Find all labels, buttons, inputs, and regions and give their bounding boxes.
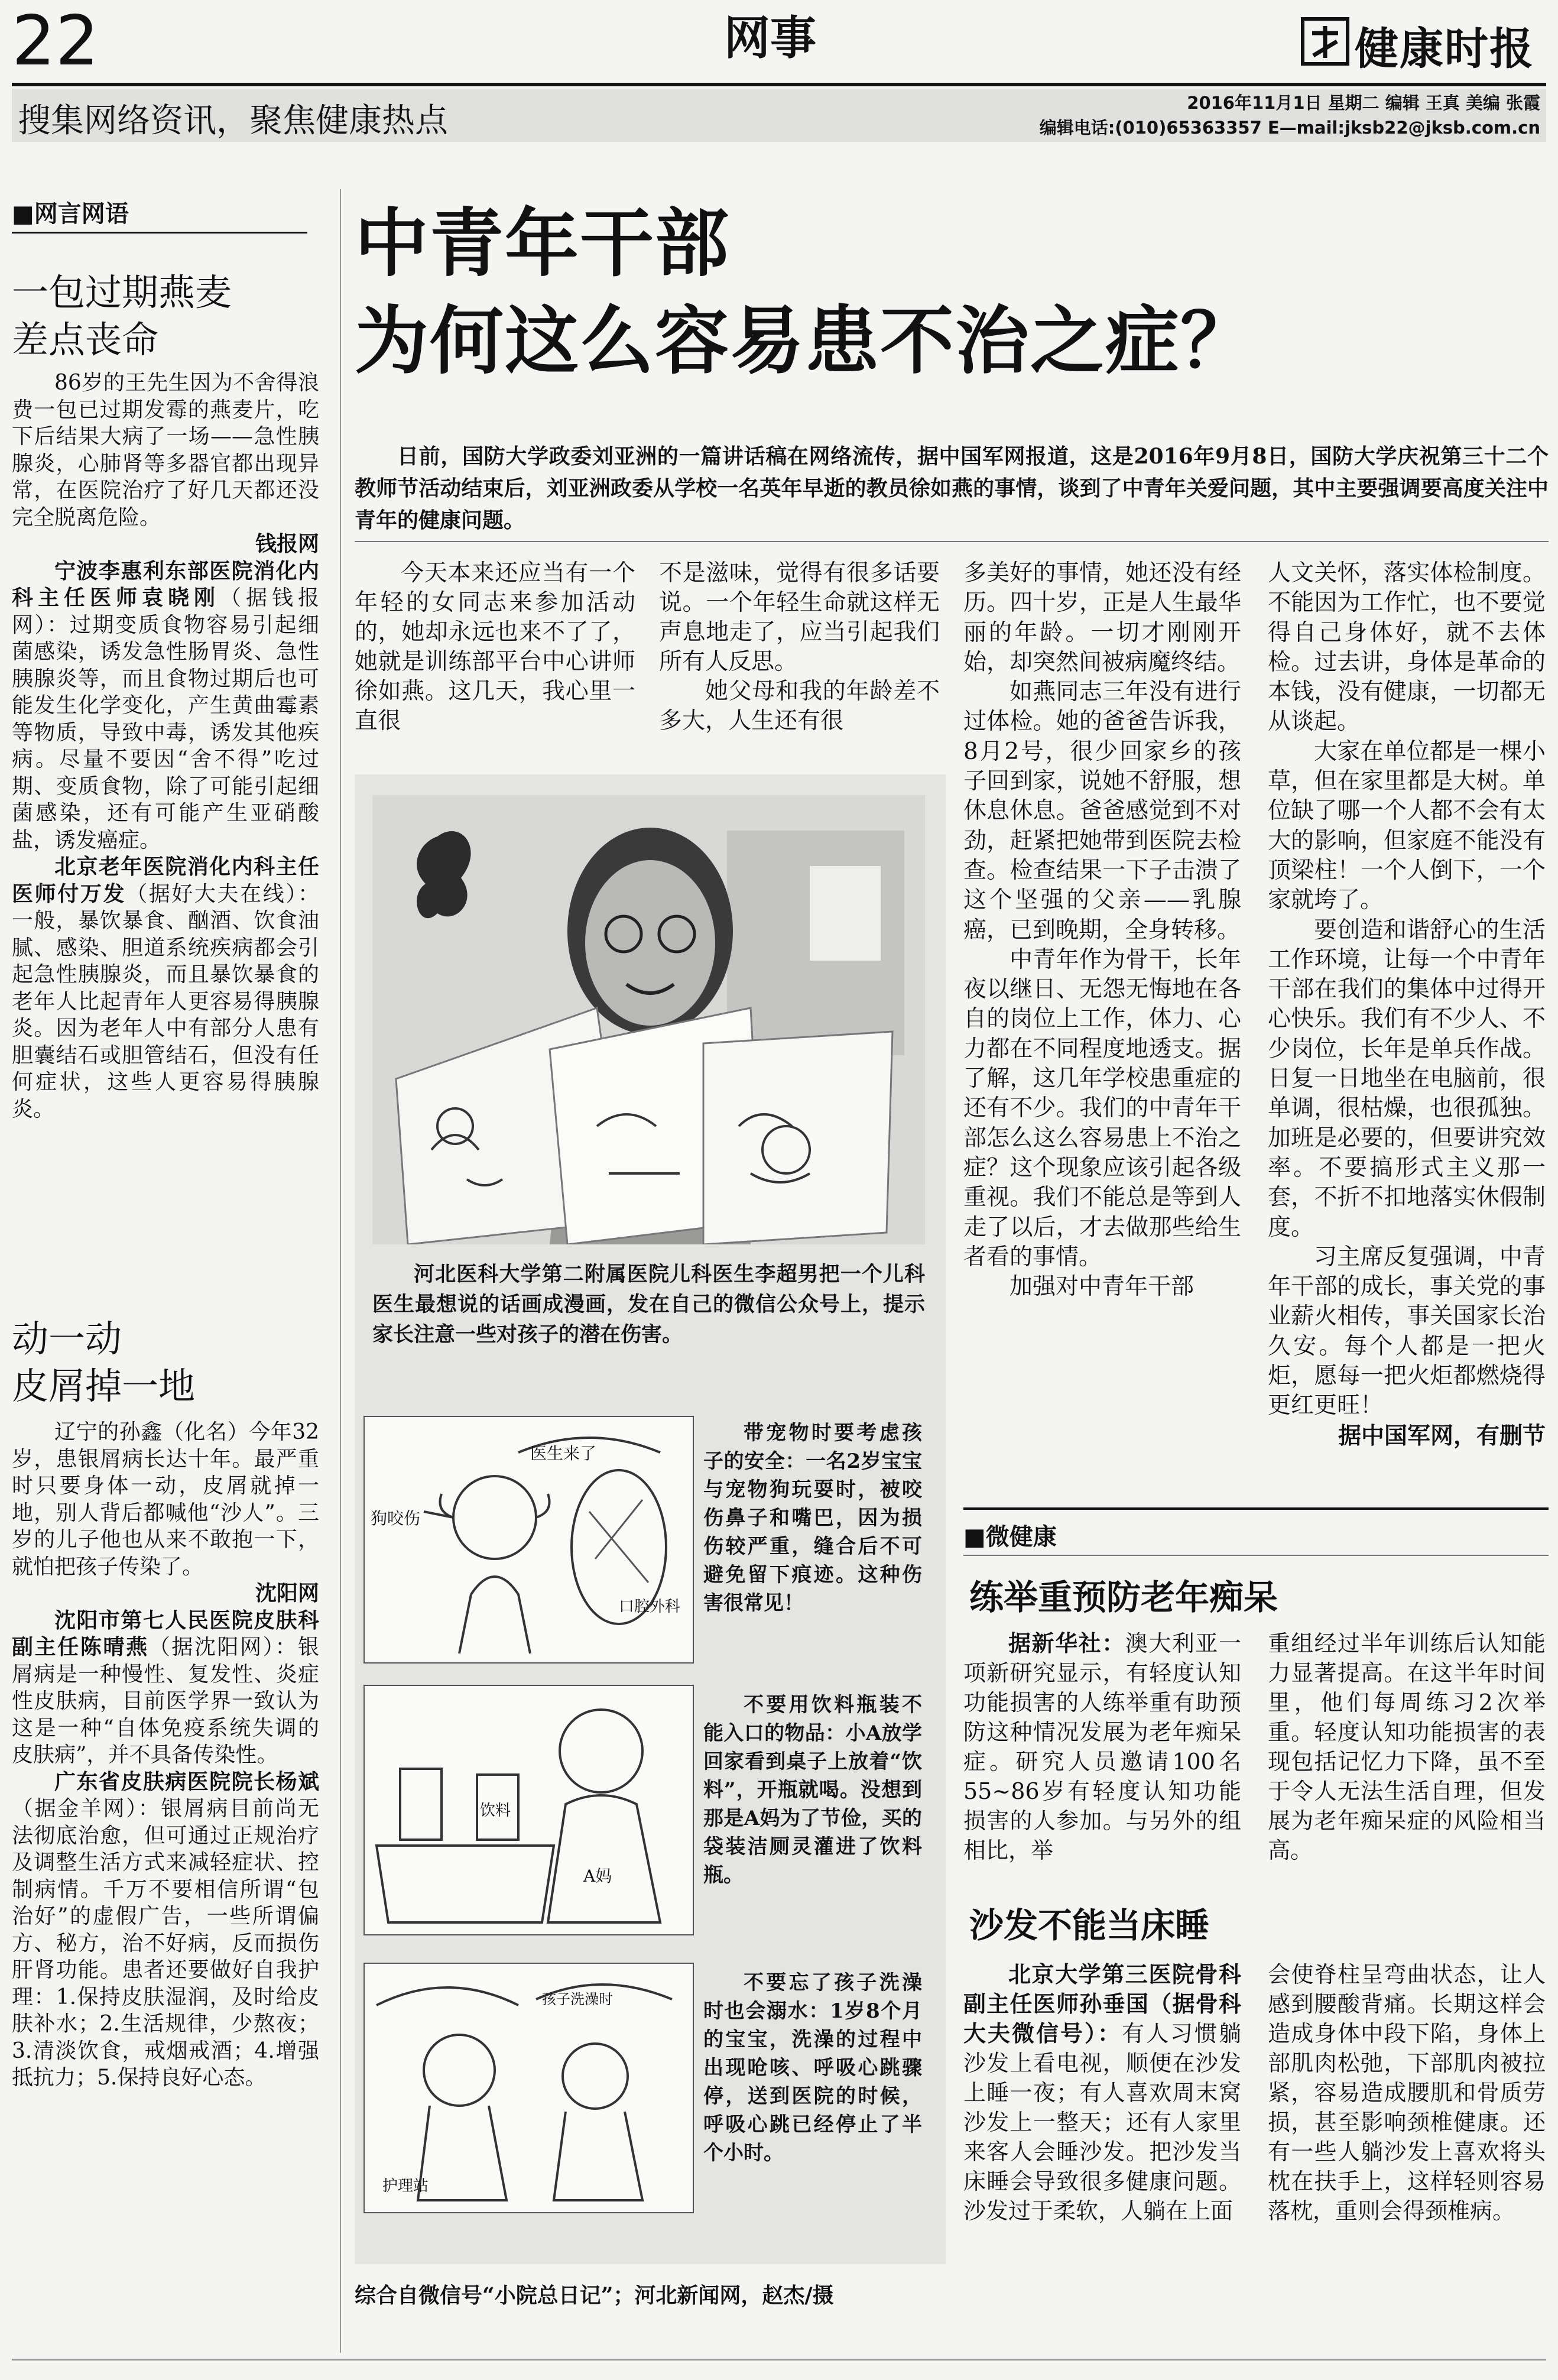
weightlifting-title: 练举重预防老年痴呆 xyxy=(969,1577,1278,1617)
left-section-rule xyxy=(12,232,307,234)
story2-expert2 xyxy=(12,1769,319,2092)
main-lead xyxy=(355,440,1549,536)
story1-title-line2: 差点丧命 xyxy=(12,318,159,361)
cartoon1-title: 带宠物时要考虑孩子的安全： xyxy=(703,1421,922,1473)
cartoon3-note-text xyxy=(703,1969,922,2167)
main-col4-p4: 习主席反复强调，中青年干部的成长，事关党的事业薪火相传，事关国家长治久安。每个人都是一把火炬，愿每一把火炬都燃烧得更红更旺！ xyxy=(1268,1243,1546,1419)
brand-emblem-icon xyxy=(1300,17,1350,66)
slogan-bar xyxy=(12,89,1546,142)
sofa-col1-body: 有人习惯躺沙发上看电视，顺便在沙发上睡一夜；有人喜欢周末窝沙发上一整天；还有人家里来客人会睡沙发。把沙发当床睡会导致很多健康问题。沙发过于柔软，人躺在上面 xyxy=(963,2021,1241,2224)
sofa-source: （据骨科大夫微信号）： xyxy=(963,1990,1241,2047)
doctor-face xyxy=(585,860,715,1026)
cartoon3-label-b: 孩子洗澡时 xyxy=(542,1991,613,2008)
bottom-rule xyxy=(12,2359,1546,2360)
main-col4-source: 据中国军网，有删节 xyxy=(1338,1422,1546,1450)
photo-caption-text: 河北医科大学第二附属医院儿科医生李超男把一个儿科医生最想说的话画成漫画，发在自己的微信公众号上，提示家长注意一些对孩子的潜在伤害。 xyxy=(372,1262,925,1347)
brand-logo xyxy=(1300,12,1549,74)
main-col3 xyxy=(963,559,1241,1302)
contact-line: 编辑电话:(010)65363357 E—mail:jksb22@jksb.com.cn xyxy=(1039,118,1540,138)
micro-health-label: ■微健康 xyxy=(963,1523,1057,1551)
main-col4 xyxy=(1268,559,1546,1451)
main-col1 xyxy=(355,559,635,736)
sofa-title: 沙发不能当床睡 xyxy=(969,1905,1210,1945)
cartoon2-note xyxy=(703,1691,922,1889)
story1-expert1 xyxy=(12,558,319,854)
micro-health-label-rule xyxy=(963,1555,1549,1556)
story1-body xyxy=(12,369,319,1123)
cartoon2-label-a: 饮料 xyxy=(480,1802,511,1820)
sofa-col2 xyxy=(1268,1960,1546,2226)
story2-expert1 xyxy=(12,1607,319,1769)
cartoon3-note xyxy=(703,1969,922,2167)
story2-source: 沈阳网 xyxy=(255,1581,319,1606)
main-headline xyxy=(355,195,1255,390)
weightlifting-source: 据新华社： xyxy=(1008,1630,1125,1656)
weightlifting-col2-text: 重组经过半年训练后认知能力显著提高。在这半年时间里，他们每周练习2次举重。轻度认知功能损害的表现包括记忆力下降，虽不至于令人无法生活自理，但发展为老年痴呆症的风险相当高。 xyxy=(1268,1630,1546,1863)
story2-title xyxy=(12,1315,195,1410)
story2-expert2-text: （据金羊网）：银屑病目前尚无法彻底治愈，但可通过正规治疗及调整生活方式来减轻症状、控制病情。千万不要相信所谓“包治好”的虚假广告，一些所谓偏方、秘方，治不好病，反而损伤肝肾功能。患者还要做好自我护理：1.保持皮肤湿润，及时给皮肤补水；2.生活规律，少熬夜；3.清淡饮食，戒烟戒酒；4.增强抵抗力；5.保持良好心态。 xyxy=(12,1797,319,2090)
story1-title-line1: 一包过期燕麦 xyxy=(12,271,232,314)
cartoon-beverage-bottle xyxy=(363,1685,694,1935)
lead-rule xyxy=(355,541,1549,542)
date-line: 2016年11月1日 星期二 编辑 王真 美编 张霞 xyxy=(1187,93,1540,113)
main-col3-p1: 多美好的事情，她还没有经历。四十岁，正是人生最华丽的年龄。一切才刚刚开始，却突然间被病魔终结。 xyxy=(963,560,1241,676)
story1-expert2 xyxy=(12,854,319,1123)
main-col2 xyxy=(659,559,940,736)
cartoon2-note-text xyxy=(703,1691,922,1889)
doctor-photo xyxy=(372,795,925,1244)
micro-health-rule xyxy=(963,1507,1549,1510)
cartoon3-title: 不要忘了孩子洗澡时也会溺水： xyxy=(703,1971,922,2023)
main-col2-text: 不是滋味，觉得有很多话要说。一个年轻生命就这样无声息地走了，应当引起我们所有人反思。 xyxy=(659,560,940,675)
cartoon1-note-text xyxy=(703,1419,922,1617)
brand-name: 健康时报 xyxy=(1355,24,1534,74)
photo-credit: 综合自微信号“小院总日记”；河北新闻网，赵杰/摄 xyxy=(355,2283,834,2308)
weightlifting-col1-text xyxy=(963,1629,1241,1865)
main-col3-p2: 如燕同志三年没有进行过体检。她的爸爸告诉我，8月2号，很少回家乡的孩子回到家，说她不舒服，想休息休息。爸爸感觉到不对劲，赶紧把她带到医院去检查。检查结果一下子击溃了这个坚强的父亲——乳腺癌，已到晚期，全身转移。 xyxy=(963,679,1241,943)
cartoon1-text: 一名2岁宝宝与宠物狗玩耍时，被咬伤鼻子和嘴巴，因为损伤较严重，缝合后不可避免留下痕迹。这种伤害很常见！ xyxy=(703,1450,922,1615)
story1-source: 钱报网 xyxy=(255,531,319,556)
main-headline-line1: 中青年干部 xyxy=(355,201,730,287)
cartoon1-label-a: 医生来了 xyxy=(530,1444,597,1463)
story1-expert1-name: 宁波李惠利东部医院消化内科主任医师袁晓刚 xyxy=(12,558,319,610)
main-col2-text-b: 她父母和我的年龄差不多大，人生还有很 xyxy=(659,678,940,734)
sofa-expert: 北京大学第三医院骨科副主任医师孙垂国 xyxy=(963,1961,1241,2017)
page-number: 22 xyxy=(12,1,99,81)
left-column-divider xyxy=(340,189,341,2353)
slogan: 搜集网络资讯，聚焦健康热点 xyxy=(18,102,448,140)
main-headline-line2: 为何这么容易患不治之症？ xyxy=(355,299,1255,384)
story2-body xyxy=(12,1419,319,2092)
cartoon-pet-safety xyxy=(363,1416,694,1664)
story1-expert2-text: （据好大夫在线）：一般，暴饮暴食、酗酒、饮食油腻、感染、胆道系统疾病都会引起急性胰腺炎，而且暴饮暴食的老年人比起青年人更容易得胰腺炎。因为老年人中有部分人患有胆囊结石或胆管结石，但没有任何症状，这些人更容易得胰腺炎。 xyxy=(12,881,319,1121)
left-section-label: ■网言网语 xyxy=(12,200,129,228)
photo-caption xyxy=(372,1259,925,1350)
story2-text: 辽宁的孙鑫（化名）今年32岁，患银屑病长达十年。最严重时只要身体一动，皮屑就掉一地，别人背后都喊他“沙人”。三岁的儿子他也从来不敢抱一下，就怕把孩子传染了。 xyxy=(12,1420,319,1579)
story2-expert1-text: （据沈阳网）：银屑病是一种慢性、复发性、炎症性皮肤病，目前医学界一致认为这是一种“自体免疫系统失调的皮肤病”，并不具备传染性。 xyxy=(12,1635,319,1767)
story1-expert2-name: 北京老年医院消化内科主任医师付万发 xyxy=(12,854,319,906)
main-col4-p2: 大家在单位都是一棵小草，但在家里都是大树。单位缺了哪一个人都不会有太大的影响，但家庭不能没有顶梁柱！一个人倒下，一个家就垮了。 xyxy=(1268,738,1546,914)
sofa-col1-text xyxy=(963,1960,1241,2226)
main-lead-text: 日前，国防大学政委刘亚洲的一篇讲话稿在网络流传，据中国军网报道，这是2016年9月8日，国防大学庆祝第三十二个教师节活动结束后，刘亚洲政委从学校一名英年早逝的教员徐如燕的事情，谈到了中青年关爱问题，其中主要强调要高度关注中青年的健康问题。 xyxy=(355,444,1549,533)
cartoon1-label-c: 口腔外科 xyxy=(619,1598,681,1616)
story1-expert1-text: （据钱报网）：过期变质食物容易引起细菌感染，诱发急性肠胃炎、急性胰腺炎等，而且食物过期后也可能发生化学变化，产生黄曲霉素等物质，导致中毒，诱发其他疾病。尽量不要因“舍不得”吃过期、变质食物，除了可能引起细菌感染，还有可能产生亚硝酸盐，诱发癌症。 xyxy=(12,586,319,852)
story2-expert1-name: 沈阳市第七人民医院皮肤科副主任陈晴燕 xyxy=(12,1607,319,1659)
cartoon-bath-drowning xyxy=(363,1963,694,2213)
section-title: 网事 xyxy=(724,12,817,65)
sofa-col1 xyxy=(963,1960,1241,2226)
cartoon3-label-a: 护理站 xyxy=(382,2177,429,2195)
cartoon1-label-b: 狗咬伤 xyxy=(371,1509,421,1528)
cartoon2-label-b: A妈 xyxy=(583,1866,612,1886)
weightlifting-col1-body: 澳大利亚一项新研究显示，有轻度认知功能损害的人练举重有助预防这种情况发展为老年痴呆症。研究人员邀请100名55~86岁有轻度认知功能损害的人参加。与另外的组相比，举 xyxy=(963,1630,1241,1863)
cartoon2-text: 小A放学回家看到桌子上放着“饮料”，开瓶就喝。没想到那是A妈为了节俭，买的袋装洁厕灵灌进了饮料瓶。 xyxy=(703,1721,922,1887)
main-col1-text: 今天本来还应当有一个年轻的女同志来参加活动的，她却永远也来不了了，她就是训练部平台中心讲师徐如燕。这几天，我心里一直很 xyxy=(355,560,635,734)
story2-title-line1: 动一动 xyxy=(12,1317,122,1360)
cartoon3-text: 1岁8个月的宝宝，洗澡的过程中出现呛咳、呼吸心跳骤停，送到医院的时候，呼吸心跳已经停止了半个小时。 xyxy=(703,1999,922,2165)
story2-title-line2: 皮屑掉一地 xyxy=(12,1364,196,1408)
main-col3-p3: 中青年作为骨干，长年夜以继日、无怨无悔地在各自的岗位上工作，体力、心力都在不同程度地透支。据了解，这几年学校患重症的还有不少。我们的中青年干部怎么这么容易患上不治之症？这个现象应该引起各级重视。我们不能总是等到人走了以后，才去做那些给生者看的事情。 xyxy=(963,946,1241,1270)
weightlifting-col2 xyxy=(1268,1629,1546,1865)
masthead-rule xyxy=(12,83,1546,86)
story2-expert2-name: 广东省皮肤病医院院长杨斌 xyxy=(54,1769,319,1794)
cartoon1-note xyxy=(703,1419,922,1617)
story1-text: 86岁的王先生因为不舍得浪费一包已过期发霉的燕麦片，吃下后结果大病了一场——急性胰腺炎，心肺肾等多器官都出现异常，在医院治疗了好几天都还没完全脱离危险。 xyxy=(12,371,319,530)
cartoon2-title: 不要用饮料瓶装不能入口的物品： xyxy=(703,1693,922,1745)
weightlifting-col1 xyxy=(963,1629,1241,1865)
main-col3-p4: 加强对中青年干部 xyxy=(1010,1273,1195,1301)
story1-title xyxy=(12,269,232,364)
main-col4-p1: 人文关怀，落实体检制度。不能因为工作忙，也不要觉得自己身体好，就不去体检。过去讲，身体是革命的本钱，没有健康，一切都无从谈起。 xyxy=(1268,560,1546,735)
sofa-col2-text: 会使脊柱呈弯曲状态，让人感到腰酸背痛。长期这样会造成身体中段下陷，身体上部肌肉松弛，下部肌肉被拉紧，容易造成腰肌和骨质劳损，甚至影响颈椎健康。还有一些人躺沙发上喜欢将头枕在扶手上，这样轻则容易落枕，重则会得颈椎病。 xyxy=(1268,1961,1546,2224)
main-col4-p3: 要创造和谐舒心的生活工作环境，让每一个中青年干部在我们的集体中过得开心快乐。我们有不少人、不少岗位，长年是单兵作战。日复一日地坐在电脑前，很单调，很枯燥，也很孤独。加班是必要的，但要讲究效率。不要搞形式主义那一套，不折不扣地落实休假制度。 xyxy=(1268,916,1546,1241)
